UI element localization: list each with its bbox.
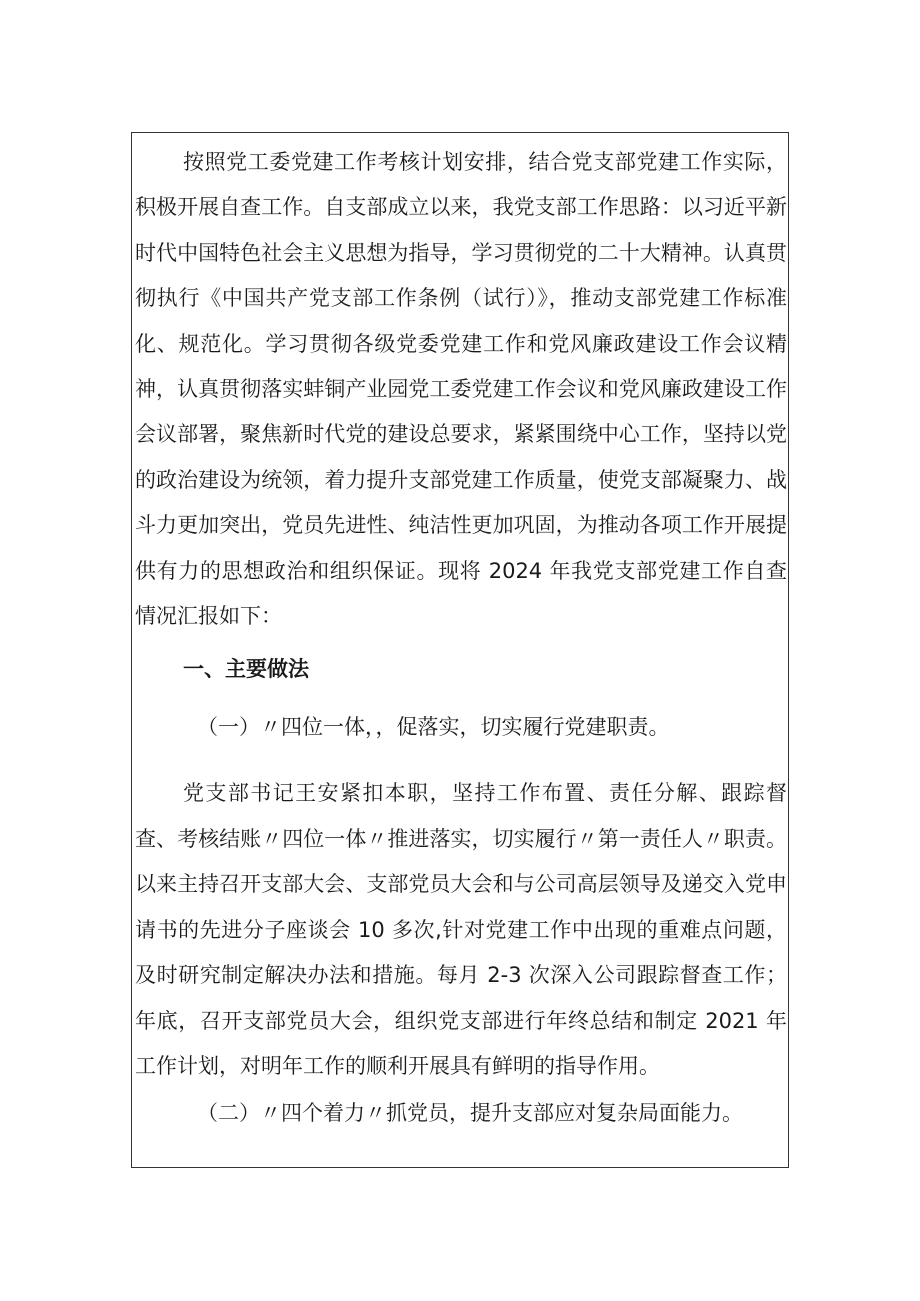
document-body xyxy=(135,140,787,1135)
section-heading-main-practices: 一、主要做法 xyxy=(183,657,309,682)
subsection-heading-1: （一）〃四位一体，，促落实，切实履行党建职责。 xyxy=(197,715,670,740)
subsection-1-paragraph: 党支部书记王安紧扣本职，坚持工作布置、责任分解、跟踪督查、考核结账〃四位一体〃推进落实，切实履行〃第一责任人〃职责。以来主持召开支部大会、支部党员大会和与公司高层领导及递交入党申请书的先进分子座谈会 10 多次,针对党建工作中出现的重难点问题，及时研究制定解决办法和措施。每月 2-3 次深入公司跟踪督查工作；年底，召开支部党员大会，组织党支部进行年终总结和制定 2021 年工作计划，对明年工作的顺利开展具有鲜明的指导作用。 xyxy=(135,781,787,1078)
intro-paragraph: 按照党工委党建工作考核计划安排，结合党支部党建工作实际，积极开展自查工作。自支部成立以来，我党支部工作思路：以习近平新时代中国特色社会主义思想为指导，学习贯彻党的二十大精神。认真贯彻执行《中国共产党支部工作条例（试行）》，推动支部党建工作标准化、规范化。学习贯彻各级党委党建工作和党风廉政建设工作会议精神，认真贯彻落实蚌铜产业园党工委党建工作会议和党风廉政建设工作会议部署，聚焦新时代党的建设总要求，紧紧围绕中心工作，坚持以党的政治建设为统领，着力提升支部党建工作质量，使党支部凝聚力、战斗力更加突出，党员先进性、纯洁性更加巩固，为推动各项工作开展提供有力的思想政治和组织保证。现将 2024 年我党支部党建工作自查情况汇报如下： xyxy=(135,150,787,629)
subsection-heading-2: （二）〃四个着力〃抓党员，提升支部应对复杂局面能力。 xyxy=(197,1101,743,1126)
